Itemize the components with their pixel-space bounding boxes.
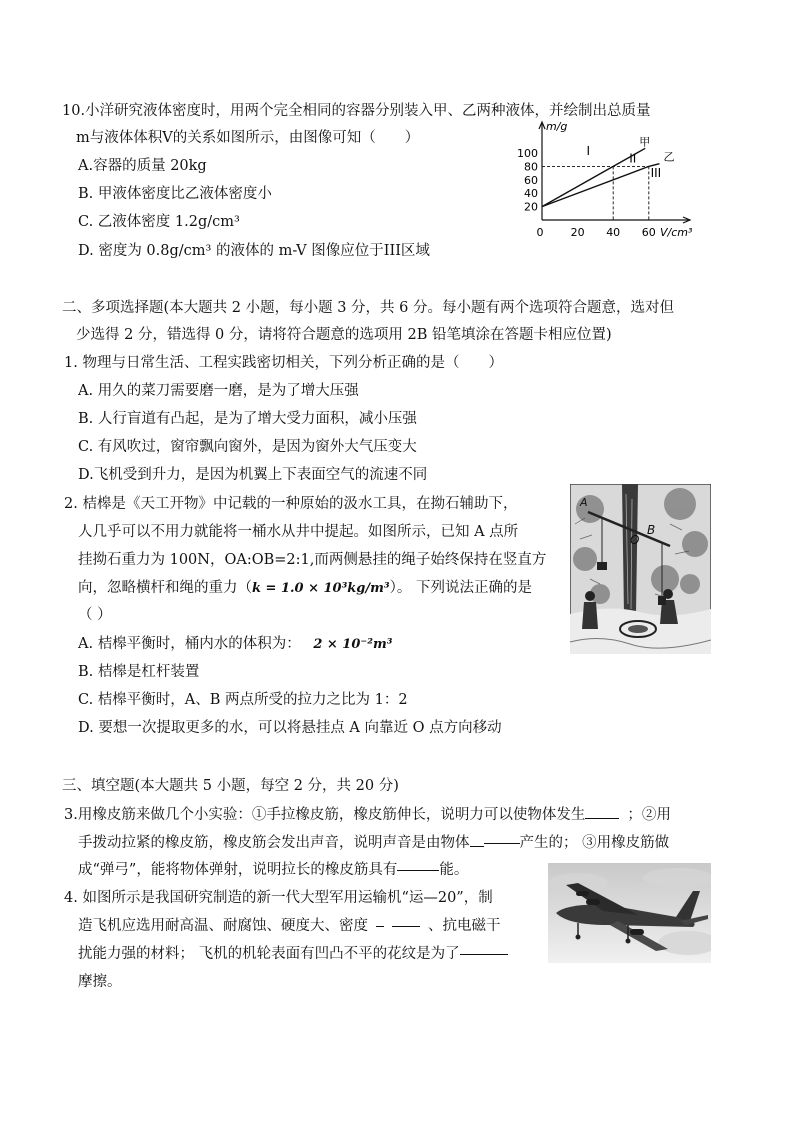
q1-stem: 1. 物理与日常生活、工程实践密切相关，下列分析正确的是（ ） <box>64 355 503 371</box>
q3-line3 <box>78 860 468 880</box>
section-2-header-line1: 二、多项选择题(本大题共 2 小题，每小题 3 分，共 6 分。每小题有两个选项符合题意，选对但 <box>62 300 674 316</box>
y-tick-label: 60 <box>524 173 538 187</box>
well-sweep-label-a: A <box>580 496 588 509</box>
q3-blank-1[interactable] <box>585 804 619 819</box>
y20-aircraft-photo <box>548 863 711 963</box>
series-label-1: 乙 <box>663 150 675 164</box>
section-3-header: 三、填空题(本大题共 5 小题，每空 2 分，共 20 分) <box>62 778 399 794</box>
q3-line3-text: 成“弹弓”，能将物体弹射，说明拉长的橡皮筋具有 <box>78 862 398 878</box>
mass-volume-chart <box>510 118 700 248</box>
q4-line4: 摩擦。 <box>78 974 122 990</box>
series-label-0: 甲 <box>639 135 651 149</box>
q4-blank-2[interactable] <box>460 954 508 955</box>
q10-option-b: B. 甲液体密度比乙液体密度小 <box>78 186 272 202</box>
x-tick-label: 60 <box>641 226 656 239</box>
q10-option-c: C. 乙液体密度 1.2g/cm³ <box>78 214 240 230</box>
q10-stem-line1: 10.小洋研究液体密度时，用两个完全相同的容器分别装入甲、乙两种液体，并绘制出总质量 <box>62 103 651 119</box>
well-sweep-label-o: O <box>630 533 640 547</box>
q3-line2-text: 手拨动拉紧的橡皮筋，橡皮筋会发出声音，说明声音是由物体 <box>78 835 470 851</box>
q2-option-b: B. 桔槔是杠杆装置 <box>78 664 200 680</box>
x-axis-label: V/cm³ <box>660 226 693 239</box>
q2-stem-line1: 2. 桔槔是《天工开物》中记载的一种原始的汲水工具，在拗石辅助下， <box>64 496 518 512</box>
q1-option-d: D.飞机受到升力，是因为机翼上下表面空气的流速不同 <box>78 467 428 483</box>
q2-stem-line4 <box>78 578 532 599</box>
q4-line1: 4. 如图所示是我国研究制造的新一代大型军用运输机“运—20”，制 <box>64 890 493 906</box>
q1-option-b: B. 人行盲道有凸起，是为了增大受力面积，减小压强 <box>78 411 417 427</box>
q2-option-a-value: 2 × 10⁻²m³ <box>313 637 393 652</box>
y-tick-label: 80 <box>524 160 538 174</box>
section-2-header-line2: 少选得 2 分，错选得 0 分，请将符合题意的选项用 2B 铅笔填涂在答题卡相应位置) <box>76 327 612 343</box>
q2-option-c: C. 桔槔平衡时，A、B 两点所受的拉力之比为 1：2 <box>78 692 408 708</box>
x-tick-label: 0 <box>536 226 544 239</box>
q4-line3-text: 扰能力强的材料； 飞机的机轮表面有凹凸不平的花纹是为了 <box>78 946 460 962</box>
q2-density-formula: k = 1.0 × 10³kg/m³ <box>252 581 390 596</box>
q3-line1 <box>64 804 671 825</box>
y-tick-label: 40 <box>524 187 538 201</box>
q2-stem-line4-end: ）。 下列说法正确的是 <box>389 580 532 596</box>
q2-stem-line2: 人几乎可以不用力就能将一桶水从井中提起。如图所示，已知 A 点所 <box>78 524 519 540</box>
x-tick-label: 20 <box>570 226 585 239</box>
q3-blank-2[interactable] <box>484 843 520 844</box>
q4-line2-end: 、抗电磁干 <box>428 918 501 934</box>
series-line-1 <box>542 164 659 207</box>
q2-answer-paren: （ ） <box>78 607 112 623</box>
q3-blank-2a[interactable] <box>470 832 484 847</box>
q2-option-a <box>78 634 392 655</box>
q2-stem-line3: 挂拗石重力为 100N，OA:OB=2:1,而两侧悬挂的绳子始终保持在竖直方 <box>78 552 547 568</box>
q3-line1-text: 3.用橡皮筋来做几个小实验：①手拉橡皮筋，橡皮筋伸长，说明力可以使物体发生 <box>64 807 586 823</box>
q4-blank-1[interactable] <box>368 916 428 936</box>
y-axis-label: m/g <box>546 120 568 133</box>
q3-line2 <box>78 832 669 853</box>
q1-option-a: A. 用久的菜刀需要磨一磨，是为了增大压强 <box>78 383 359 399</box>
q2-option-d: D. 要想一次提取更多的水，可以将悬挂点 A 向靠近 O 点方向移动 <box>78 720 502 736</box>
q2-option-a-text: A. 桔槔平衡时，桶内水的体积为： <box>78 636 301 652</box>
region-label-0: I <box>586 144 591 159</box>
region-label-2: III <box>650 166 662 181</box>
q2-stem-line4-start: 向，忽略横杆和绳的重力（ <box>78 580 252 596</box>
q10-option-a: A.容器的质量 20kg <box>78 158 207 174</box>
q3-line3-end: 能。 <box>439 862 469 878</box>
q10-option-d: D. 密度为 0.8g/cm³ 的液体的 m-V 图像应位于III区域 <box>78 243 430 259</box>
q3-blank-3[interactable] <box>397 870 439 871</box>
q1-option-c: C. 有风吹过，窗帘飘向窗外，是因为窗外大气压变大 <box>78 439 417 455</box>
q4-line2-text: 造飞机应选用耐高温、耐腐蚀、硬度大、密度 <box>78 918 368 934</box>
y-tick-label: 100 <box>517 147 538 160</box>
q3-line2-end: 产生的； ③用橡皮筋做 <box>519 835 670 851</box>
x-tick-label: 40 <box>606 226 621 239</box>
well-sweep-illustration <box>570 484 711 654</box>
q3-line1-end: ；②用 <box>627 807 671 823</box>
q4-line3 <box>78 944 508 964</box>
y-tick-label: 20 <box>524 200 538 214</box>
well-sweep-label-b: B <box>647 523 656 537</box>
region-label-1: II <box>629 151 637 166</box>
q10-stem-line2: m与液体体积V的关系如图所示，由图像可知（ ） <box>76 130 420 146</box>
q4-line2 <box>78 916 501 936</box>
